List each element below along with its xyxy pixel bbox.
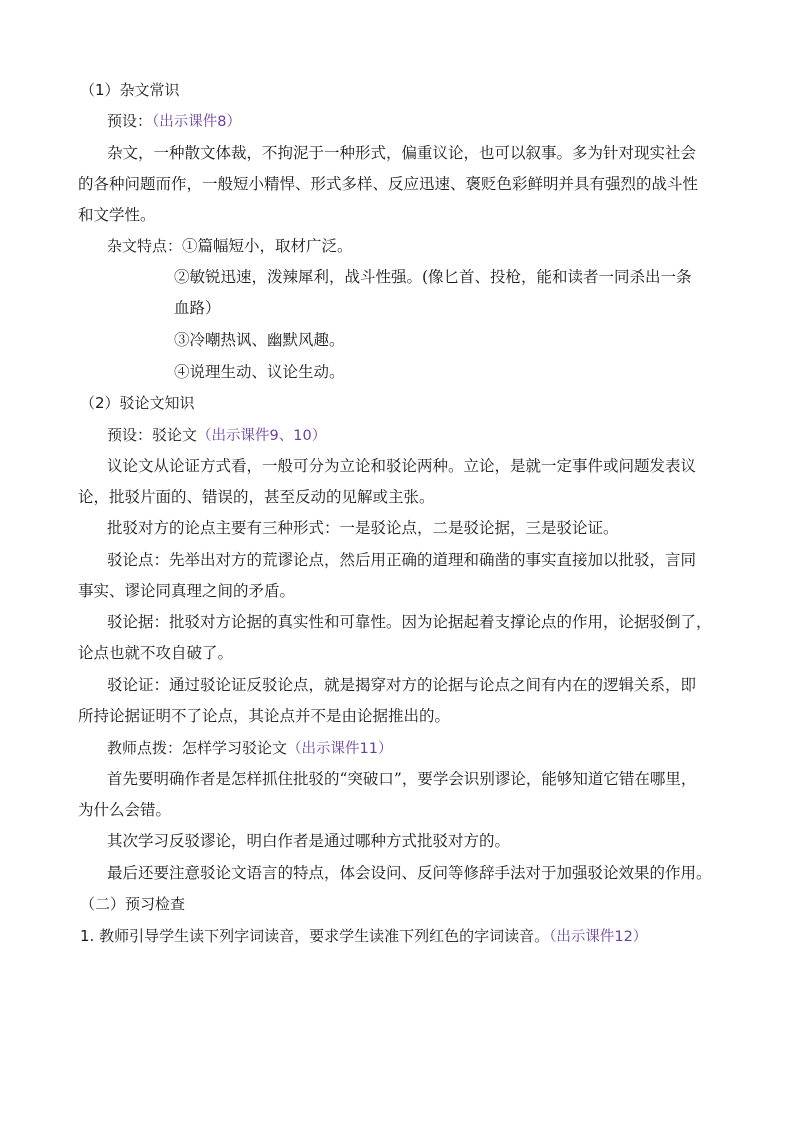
features-label: 杂文特点： (107, 237, 183, 255)
preset-line (107, 110, 241, 133)
paragraph-line: 最后还要注意驳论文语言的特点，体会设问、反问等修辞手法对于加强驳论效果的作用。 (107, 864, 712, 882)
paragraph-line: 驳论点：先举出对方的荒谬论点，然后用正确的道理和确凿的事实直接加以批驳，言同 (107, 551, 697, 569)
numbered-item (80, 925, 647, 948)
numbered-item-text: 1. 教师引导学生读下列字词读音，要求学生读准下列红色的字词读音。 (80, 927, 550, 945)
preset-label: 预设： (107, 112, 153, 130)
teacher-tip-line (107, 737, 392, 760)
paragraph-line: 的各种问题而作，一般短小精悍、形式多样、反应迅速、褒贬色彩鲜明并具有强烈的战斗性 (78, 175, 699, 193)
paragraph-line: 批驳对方的论点主要有三种形式：一是驳论点，二是驳论据，三是驳论证。 (107, 519, 619, 537)
preset-label: 预设：驳论文 (107, 426, 198, 444)
section-heading-3: （二）预习检查 (80, 895, 186, 913)
section-heading-1: （1）杂文常识 (80, 81, 180, 99)
courseware-ref: （出示课件11） (287, 741, 393, 757)
paragraph-line: 其次学习反驳谬论，明白作者是通过哪种方式批驳对方的。 (107, 832, 511, 850)
paragraph-line: 首先要明确作者是怎样抓住批驳的“突破口”，要学会识别谬论，能够知道它错在哪里， (107, 770, 697, 788)
courseware-ref: （出示课件9、10） (197, 428, 327, 444)
paragraph-line: 论点也就不攻自破了。 (78, 644, 234, 662)
paragraph-line: 论，批驳片面的、错误的，甚至反动的见解或主张。 (78, 488, 435, 506)
paragraph-line: 事实、谬论同真理之间的矛盾。 (78, 582, 296, 600)
feature-item: ③冷嘲热讽、幽默风趣。 (174, 331, 345, 349)
feature-item: ④说理生动、议论生动。 (174, 363, 345, 381)
paragraph-line: 议论文从论证方式看，一般可分为立论和驳论两种。立论，是就一定事件或问题发表议 (107, 457, 697, 475)
paragraph-line: 驳论据：批驳对方论据的真实性和可靠性。因为论据起着支撑论点的作用，论据驳倒了， (107, 613, 712, 631)
preset-line (107, 424, 326, 447)
paragraph-line: 为什么会错。 (78, 801, 172, 819)
courseware-ref: （出示课件12） (549, 929, 648, 945)
feature-item: 血路） (174, 299, 221, 317)
courseware-ref: （出示课件8） (152, 114, 241, 130)
paragraph-line: 驳论证：通过驳论证反驳论点，就是揭穿对方的论据与论点之间有内在的逻辑关系，即 (107, 676, 697, 694)
feature-item: ①篇幅短小，取材广泛。 (182, 237, 353, 255)
section-heading-2: （2）驳论文知识 (80, 394, 195, 412)
paragraph-line: 所持论据证明不了论点，其论点并不是由论据推出的。 (78, 707, 451, 725)
teacher-tip-label: 教师点拨：怎样学习驳论文 (107, 739, 288, 757)
paragraph-line: 和文学性。 (78, 206, 156, 224)
paragraph-line: 杂文，一种散文体裁，不拘泥于一种形式，偏重议论，也可以叙事。多为针对现实社会 (107, 144, 697, 162)
feature-item: ②敏锐迅速，泼辣犀利，战斗性强。(像匕首、投枪，能和读者一同杀出一条 (174, 268, 692, 286)
feature-line-1 (107, 235, 353, 257)
